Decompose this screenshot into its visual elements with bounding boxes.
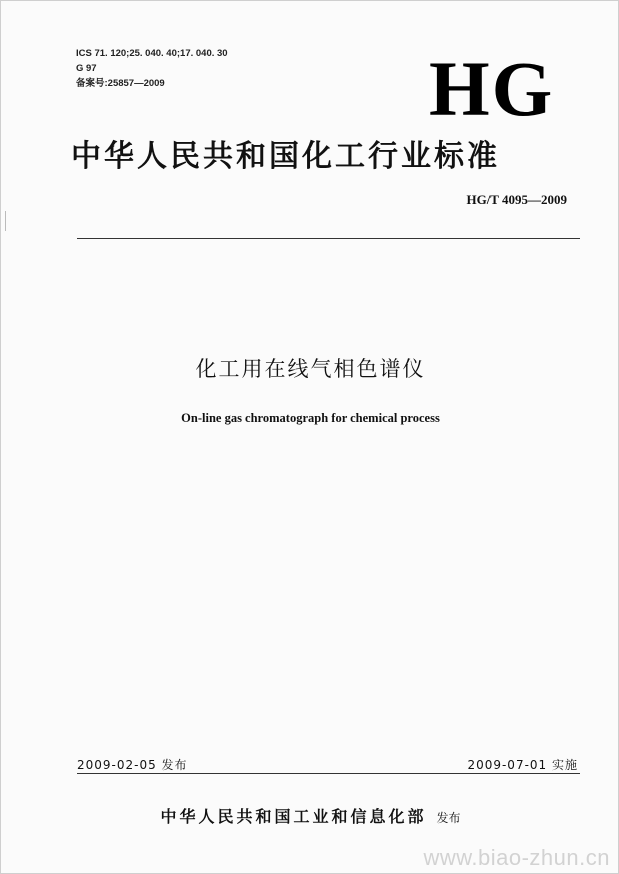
classification-block [76, 46, 228, 91]
hg-logo: HG [429, 45, 555, 132]
document-title-cn: 化工用在线气相色谱仪 [195, 357, 426, 381]
standard-code: HG/T 4095—2009 [466, 192, 567, 207]
issue-date: 2009-02-05 发布 [77, 758, 188, 772]
site-watermark: www.biao-zhun.cn [423, 845, 610, 870]
issuer-name: 中华人民共和国工业和信息化部 [160, 807, 427, 826]
scan-edge-mark [5, 211, 6, 231]
ics-code: ICS 71. 120;25. 040. 40;17. 040. 30 [76, 48, 228, 59]
issuer-line [1, 804, 619, 827]
record-number: 备案号:25857—2009 [76, 78, 165, 89]
standard-title: 中华人民共和国化工行业标准 [71, 139, 500, 174]
top-divider [77, 238, 580, 239]
implementation-date: 2009-07-01 实施 [467, 758, 578, 772]
bottom-divider [77, 773, 580, 774]
ccs-code: G 97 [76, 63, 97, 74]
issuer-suffix: 发布 [436, 811, 461, 825]
document-title-en: On-line gas chromatograph for chemical process [181, 411, 440, 425]
